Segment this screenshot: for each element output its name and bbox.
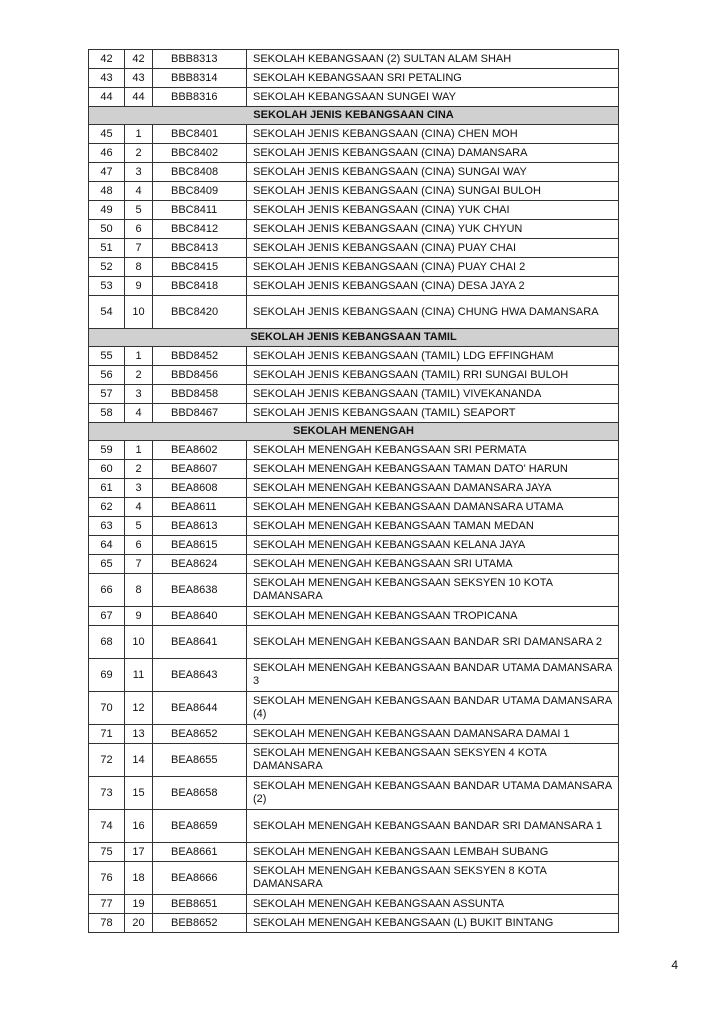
school-code: BEA8652 [153, 725, 247, 744]
table-row [89, 862, 619, 895]
school-name: SEKOLAH JENIS KEBANGSAAN (TAMIL) LDG EFFINGHAM [247, 347, 619, 366]
category-number: 16 [125, 810, 153, 843]
row-number: 69 [89, 659, 125, 692]
table-row [89, 163, 619, 182]
table-row [89, 810, 619, 843]
school-name: SEKOLAH MENENGAH KEBANGSAAN LEMBAH SUBANG [247, 843, 619, 862]
school-name: SEKOLAH JENIS KEBANGSAAN (CINA) YUK CHAI [247, 201, 619, 220]
category-number: 9 [125, 607, 153, 626]
row-number: 76 [89, 862, 125, 895]
row-number: 78 [89, 914, 125, 933]
school-code: BBC8420 [153, 296, 247, 329]
school-name: SEKOLAH MENENGAH KEBANGSAAN SEKSYEN 10 KOTA DAMANSARA [247, 574, 619, 607]
row-number: 47 [89, 163, 125, 182]
row-number: 61 [89, 479, 125, 498]
row-number: 65 [89, 555, 125, 574]
category-number: 17 [125, 843, 153, 862]
category-number: 13 [125, 725, 153, 744]
school-name: SEKOLAH MENENGAH KEBANGSAAN TAMAN MEDAN [247, 517, 619, 536]
table-row [89, 607, 619, 626]
table-row [89, 69, 619, 88]
table-row [89, 914, 619, 933]
school-name: SEKOLAH JENIS KEBANGSAAN (CINA) SUNGAI WAY [247, 163, 619, 182]
section-title: SEKOLAH JENIS KEBANGSAAN CINA [89, 107, 619, 125]
school-code: BBB8316 [153, 88, 247, 107]
school-code: BEA8607 [153, 460, 247, 479]
table-row [89, 239, 619, 258]
row-number: 68 [89, 626, 125, 659]
table-row [89, 347, 619, 366]
row-number: 70 [89, 692, 125, 725]
school-name: SEKOLAH MENENGAH KEBANGSAAN SEKSYEN 4 KOTA DAMANSARA [247, 744, 619, 777]
school-code: BEA8611 [153, 498, 247, 517]
table-row [89, 843, 619, 862]
row-number: 67 [89, 607, 125, 626]
category-number: 43 [125, 69, 153, 88]
category-number: 5 [125, 517, 153, 536]
school-code: BBC8412 [153, 220, 247, 239]
category-number: 7 [125, 555, 153, 574]
row-number: 51 [89, 239, 125, 258]
category-number: 12 [125, 692, 153, 725]
row-number: 46 [89, 144, 125, 163]
row-number: 43 [89, 69, 125, 88]
category-number: 6 [125, 536, 153, 555]
school-code: BEA8608 [153, 479, 247, 498]
table-row [89, 88, 619, 107]
table-row [89, 296, 619, 329]
row-number: 66 [89, 574, 125, 607]
table-row [89, 404, 619, 423]
school-code: BEA8602 [153, 441, 247, 460]
section-header-row [89, 329, 619, 347]
section-title: SEKOLAH MENENGAH [89, 423, 619, 441]
school-name: SEKOLAH JENIS KEBANGSAAN (CINA) DAMANSARA [247, 144, 619, 163]
row-number: 72 [89, 744, 125, 777]
school-name: SEKOLAH MENENGAH KEBANGSAAN ASSUNTA [247, 895, 619, 914]
table-row [89, 366, 619, 385]
category-number: 1 [125, 347, 153, 366]
school-name: SEKOLAH MENENGAH KEBANGSAAN BANDAR UTAMA DAMANSARA (2) [247, 777, 619, 810]
table-row [89, 201, 619, 220]
table-row [89, 725, 619, 744]
row-number: 73 [89, 777, 125, 810]
school-name: SEKOLAH MENENGAH KEBANGSAAN DAMANSARA DAMAI 1 [247, 725, 619, 744]
school-name: SEKOLAH MENENGAH KEBANGSAAN BANDAR UTAMA DAMANSARA 3 [247, 659, 619, 692]
school-code: BBC8409 [153, 182, 247, 201]
table-row [89, 777, 619, 810]
school-code: BBC8413 [153, 239, 247, 258]
school-code: BEB8651 [153, 895, 247, 914]
school-name: SEKOLAH KEBANGSAAN SRI PETALING [247, 69, 619, 88]
category-number: 1 [125, 125, 153, 144]
category-number: 3 [125, 385, 153, 404]
category-number: 7 [125, 239, 153, 258]
school-code: BBB8314 [153, 69, 247, 88]
table-row [89, 50, 619, 69]
row-number: 75 [89, 843, 125, 862]
school-name: SEKOLAH MENENGAH KEBANGSAAN TAMAN DATO' HARUN [247, 460, 619, 479]
school-code: BBC8411 [153, 201, 247, 220]
school-name: SEKOLAH JENIS KEBANGSAAN (CINA) SUNGAI BULOH [247, 182, 619, 201]
school-code: BBC8418 [153, 277, 247, 296]
section-title: SEKOLAH JENIS KEBANGSAAN TAMIL [89, 329, 619, 347]
school-name: SEKOLAH MENENGAH KEBANGSAAN BANDAR SRI DAMANSARA 1 [247, 810, 619, 843]
school-name: SEKOLAH JENIS KEBANGSAAN (TAMIL) VIVEKANANDA [247, 385, 619, 404]
row-number: 49 [89, 201, 125, 220]
category-number: 15 [125, 777, 153, 810]
category-number: 4 [125, 182, 153, 201]
table-row [89, 555, 619, 574]
category-number: 11 [125, 659, 153, 692]
category-number: 10 [125, 296, 153, 329]
school-code: BBC8408 [153, 163, 247, 182]
school-code: BBD8456 [153, 366, 247, 385]
school-list-table [88, 49, 619, 933]
school-name: SEKOLAH JENIS KEBANGSAAN (CINA) CHUNG HWA DAMANSARA [247, 296, 619, 329]
school-code: BEA8638 [153, 574, 247, 607]
category-number: 42 [125, 50, 153, 69]
table-row [89, 692, 619, 725]
row-number: 52 [89, 258, 125, 277]
category-number: 6 [125, 220, 153, 239]
school-name: SEKOLAH MENENGAH KEBANGSAAN SRI UTAMA [247, 555, 619, 574]
table-row [89, 895, 619, 914]
school-code: BEA8615 [153, 536, 247, 555]
section-header-row [89, 423, 619, 441]
table-row [89, 144, 619, 163]
school-code: BBC8401 [153, 125, 247, 144]
school-code: BBD8467 [153, 404, 247, 423]
row-number: 50 [89, 220, 125, 239]
category-number: 2 [125, 366, 153, 385]
school-code: BEA8624 [153, 555, 247, 574]
table-row [89, 460, 619, 479]
table-row [89, 626, 619, 659]
school-code: BEA8641 [153, 626, 247, 659]
category-number: 20 [125, 914, 153, 933]
row-number: 64 [89, 536, 125, 555]
section-header-row [89, 107, 619, 125]
school-code: BEA8661 [153, 843, 247, 862]
table-row [89, 258, 619, 277]
table-row [89, 744, 619, 777]
school-name: SEKOLAH JENIS KEBANGSAAN (TAMIL) SEAPORT [247, 404, 619, 423]
table-row [89, 659, 619, 692]
category-number: 5 [125, 201, 153, 220]
school-code: BBC8402 [153, 144, 247, 163]
row-number: 53 [89, 277, 125, 296]
page-number: 4 [671, 958, 678, 972]
row-number: 54 [89, 296, 125, 329]
school-name: SEKOLAH MENENGAH KEBANGSAAN SRI PERMATA [247, 441, 619, 460]
category-number: 18 [125, 862, 153, 895]
school-name: SEKOLAH MENENGAH KEBANGSAAN KELANA JAYA [247, 536, 619, 555]
school-name: SEKOLAH JENIS KEBANGSAAN (CINA) PUAY CHAI 2 [247, 258, 619, 277]
row-number: 55 [89, 347, 125, 366]
school-code: BEA8666 [153, 862, 247, 895]
school-code: BEA8658 [153, 777, 247, 810]
row-number: 57 [89, 385, 125, 404]
row-number: 62 [89, 498, 125, 517]
school-name: SEKOLAH JENIS KEBANGSAAN (CINA) PUAY CHAI [247, 239, 619, 258]
school-name: SEKOLAH MENENGAH KEBANGSAAN BANDAR UTAMA DAMANSARA (4) [247, 692, 619, 725]
category-number: 3 [125, 479, 153, 498]
category-number: 4 [125, 404, 153, 423]
category-number: 19 [125, 895, 153, 914]
school-name: SEKOLAH JENIS KEBANGSAAN (TAMIL) RRI SUNGAI BULOH [247, 366, 619, 385]
school-code: BEB8652 [153, 914, 247, 933]
school-code: BEA8640 [153, 607, 247, 626]
row-number: 59 [89, 441, 125, 460]
row-number: 74 [89, 810, 125, 843]
table-row [89, 182, 619, 201]
row-number: 42 [89, 50, 125, 69]
school-name: SEKOLAH MENENGAH KEBANGSAAN SEKSYEN 8 KOTA DAMANSARA [247, 862, 619, 895]
school-name: SEKOLAH JENIS KEBANGSAAN (CINA) YUK CHYUN [247, 220, 619, 239]
table-row [89, 574, 619, 607]
school-name: SEKOLAH MENENGAH KEBANGSAAN DAMANSARA JAYA [247, 479, 619, 498]
table-row [89, 479, 619, 498]
category-number: 3 [125, 163, 153, 182]
school-code: BEA8643 [153, 659, 247, 692]
school-name: SEKOLAH KEBANGSAAN (2) SULTAN ALAM SHAH [247, 50, 619, 69]
table-row [89, 441, 619, 460]
school-name: SEKOLAH MENENGAH KEBANGSAAN (L) BUKIT BINTANG [247, 914, 619, 933]
school-name: SEKOLAH MENENGAH KEBANGSAAN BANDAR SRI DAMANSARA 2 [247, 626, 619, 659]
row-number: 45 [89, 125, 125, 144]
row-number: 56 [89, 366, 125, 385]
school-code: BEA8659 [153, 810, 247, 843]
school-code: BBB8313 [153, 50, 247, 69]
category-number: 10 [125, 626, 153, 659]
school-code: BBC8415 [153, 258, 247, 277]
row-number: 60 [89, 460, 125, 479]
school-list-body [89, 50, 619, 933]
table-row [89, 277, 619, 296]
table-row [89, 498, 619, 517]
table-row [89, 125, 619, 144]
school-code: BEA8644 [153, 692, 247, 725]
table-row [89, 220, 619, 239]
category-number: 1 [125, 441, 153, 460]
row-number: 77 [89, 895, 125, 914]
category-number: 14 [125, 744, 153, 777]
category-number: 44 [125, 88, 153, 107]
school-name: SEKOLAH JENIS KEBANGSAAN (CINA) CHEN MOH [247, 125, 619, 144]
category-number: 8 [125, 258, 153, 277]
school-name: SEKOLAH MENENGAH KEBANGSAAN TROPICANA [247, 607, 619, 626]
row-number: 44 [89, 88, 125, 107]
school-code: BEA8655 [153, 744, 247, 777]
category-number: 9 [125, 277, 153, 296]
category-number: 2 [125, 460, 153, 479]
category-number: 4 [125, 498, 153, 517]
category-number: 2 [125, 144, 153, 163]
row-number: 48 [89, 182, 125, 201]
school-code: BBD8452 [153, 347, 247, 366]
school-code: BBD8458 [153, 385, 247, 404]
table-row [89, 385, 619, 404]
school-name: SEKOLAH KEBANGSAAN SUNGEI WAY [247, 88, 619, 107]
row-number: 58 [89, 404, 125, 423]
row-number: 63 [89, 517, 125, 536]
category-number: 8 [125, 574, 153, 607]
table-row [89, 536, 619, 555]
row-number: 71 [89, 725, 125, 744]
table-row [89, 517, 619, 536]
school-name: SEKOLAH MENENGAH KEBANGSAAN DAMANSARA UTAMA [247, 498, 619, 517]
school-code: BEA8613 [153, 517, 247, 536]
school-name: SEKOLAH JENIS KEBANGSAAN (CINA) DESA JAYA 2 [247, 277, 619, 296]
